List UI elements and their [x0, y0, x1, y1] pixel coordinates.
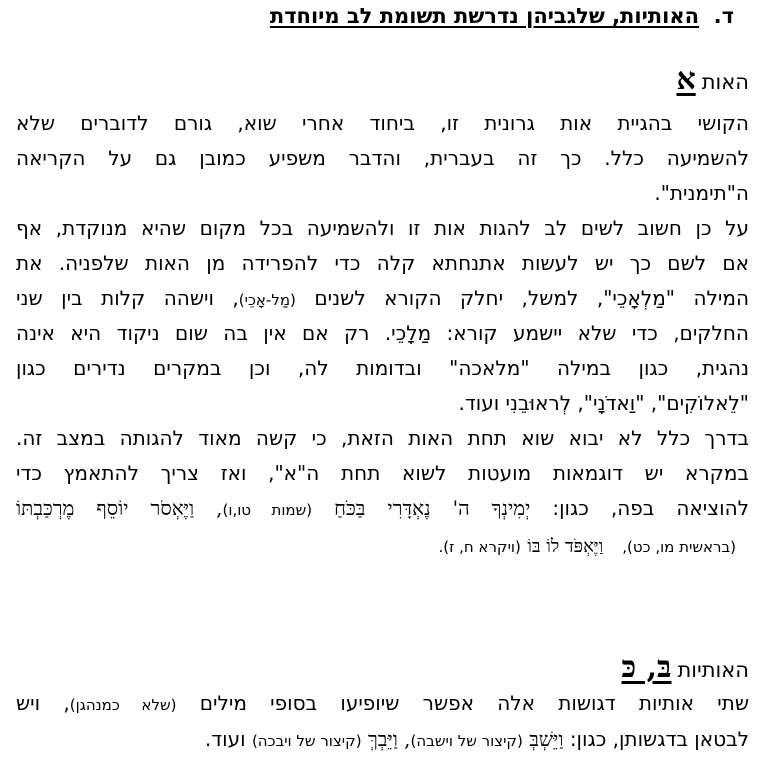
- aleph-p3-line-3-a: להוציאה בפה, כגון:: [552, 496, 749, 520]
- bet-kaf-line-1-a: שתי אותיות דגושות אלה אפשר שיופיעו בסופי מילים: [199, 691, 749, 715]
- bet-kaf-example-1-note: (קיצור של וישבה): [410, 732, 523, 750]
- section-heading: [270, 4, 734, 28]
- heading-marker: ד.: [713, 4, 734, 28]
- heading-title: האותיות, שלגביהן נדרשת תשומת לב מיוחדת: [269, 4, 700, 28]
- aleph-p1-line-2: להשמיעה כלל. כך זה בעברית, והדבר משפיע כמובן גם על הקריאה: [16, 146, 749, 170]
- aleph-p3-verse-1: יְמִינְךָ ה' נֶאְדָּרִי בַּכֹּחַ: [334, 496, 531, 520]
- bet-kaf-line-2-a: לבטאן בדגשותן, כגון:: [569, 727, 749, 751]
- aleph-p2-line-1: על כן חשוב לשים לב להגות אות זו ולהשמיעה בכל מקום שהיא מנוקדת, אף: [16, 216, 749, 240]
- aleph-p3-line-1: בדרך כלל לא יבוא שוא תחת האות הזאת, כי קשה מאוד להגותה במצב זה.: [16, 426, 749, 450]
- bet-kaf-line-2-end: ועוד.: [204, 727, 246, 751]
- aleph-p2-line-6: "לֵאלוֹקִים", "וַאדֹנָי", לְראוּבֵנִי ועוד.: [458, 391, 749, 415]
- bet-kaf-example-1: וַיֵּשְׁבְּ: [529, 727, 564, 751]
- aleph-section-label: [676, 62, 749, 97]
- bet-kaf-example-2-note: (קיצור של ויבכה): [251, 732, 362, 750]
- aleph-p1-line-1: הקושי בהגיית אות גרונית זו, ביחוד אחרי שוא, גורם לדוברים שלא: [16, 111, 749, 135]
- aleph-p3-source-3: (ויקרא ח, ז).: [438, 538, 521, 556]
- bet-kaf-line-2: [16, 726, 749, 754]
- aleph-label-text: האות: [701, 70, 749, 94]
- aleph-p3-verse-2: , וַיֶּאְסֹר יוֹסֵף מֶרְכַּבְתּוֹ: [16, 496, 223, 520]
- aleph-p3-source-1: (שמות טו,ו): [222, 501, 313, 519]
- aleph-p2-line-4: החלקים, כדי שלא יישמע קורא: מַלָכֵי. רק אם אין בה שום ניקוד היא אינה: [16, 321, 749, 345]
- bet-kaf-line-1-paren: (שלא כמנהגן): [69, 696, 177, 714]
- aleph-p2-line-2: אם לשם כך יש לעשות אתנחתא קלה כדי להפרידה מן האות שלפניה. את: [16, 251, 749, 275]
- bet-kaf-letters: בּ, כּ: [621, 650, 672, 685]
- aleph-p2-line-3-a: המילה "מַלְאָכֵי", למשל, יחלק הקורא לשנים: [314, 286, 750, 310]
- aleph-p2-line-5: נהגית, כגון במילה "מלאכה" ובדומות לה, וכן במקרים נדירים כגון: [16, 356, 749, 380]
- bet-kaf-section-label: [621, 650, 749, 685]
- bet-kaf-label-text: האותיות: [677, 658, 749, 682]
- bet-kaf-line-1-c: , ויש: [16, 691, 70, 715]
- bet-kaf-example-2: , וַיֵּבְךְּ: [367, 727, 411, 751]
- aleph-p3-verse-3: וַיֶּאְפֹּד לוֹ בּוֹ: [527, 536, 604, 557]
- bet-kaf-line-1: [16, 690, 749, 718]
- aleph-p3-line-2: במקרא יש דוגמאות מועטות לשוא תחת ה"א", ואז צריך להתאמץ כדי: [16, 461, 749, 485]
- aleph-p3-source-2: (בראשית מו, כט),: [622, 538, 736, 556]
- aleph-p3-line-3: [16, 495, 749, 523]
- aleph-p1-line-3: ה"תימנית".: [654, 181, 749, 205]
- aleph-p2-line-3-paren: (מַל-אָכֵי): [238, 291, 296, 309]
- aleph-p2-line-3: [16, 285, 749, 313]
- aleph-p3-line-4: [3, 532, 736, 560]
- aleph-p2-line-3-c: , וישהה קלות בין שני: [16, 286, 239, 310]
- aleph-letter: א: [676, 62, 696, 97]
